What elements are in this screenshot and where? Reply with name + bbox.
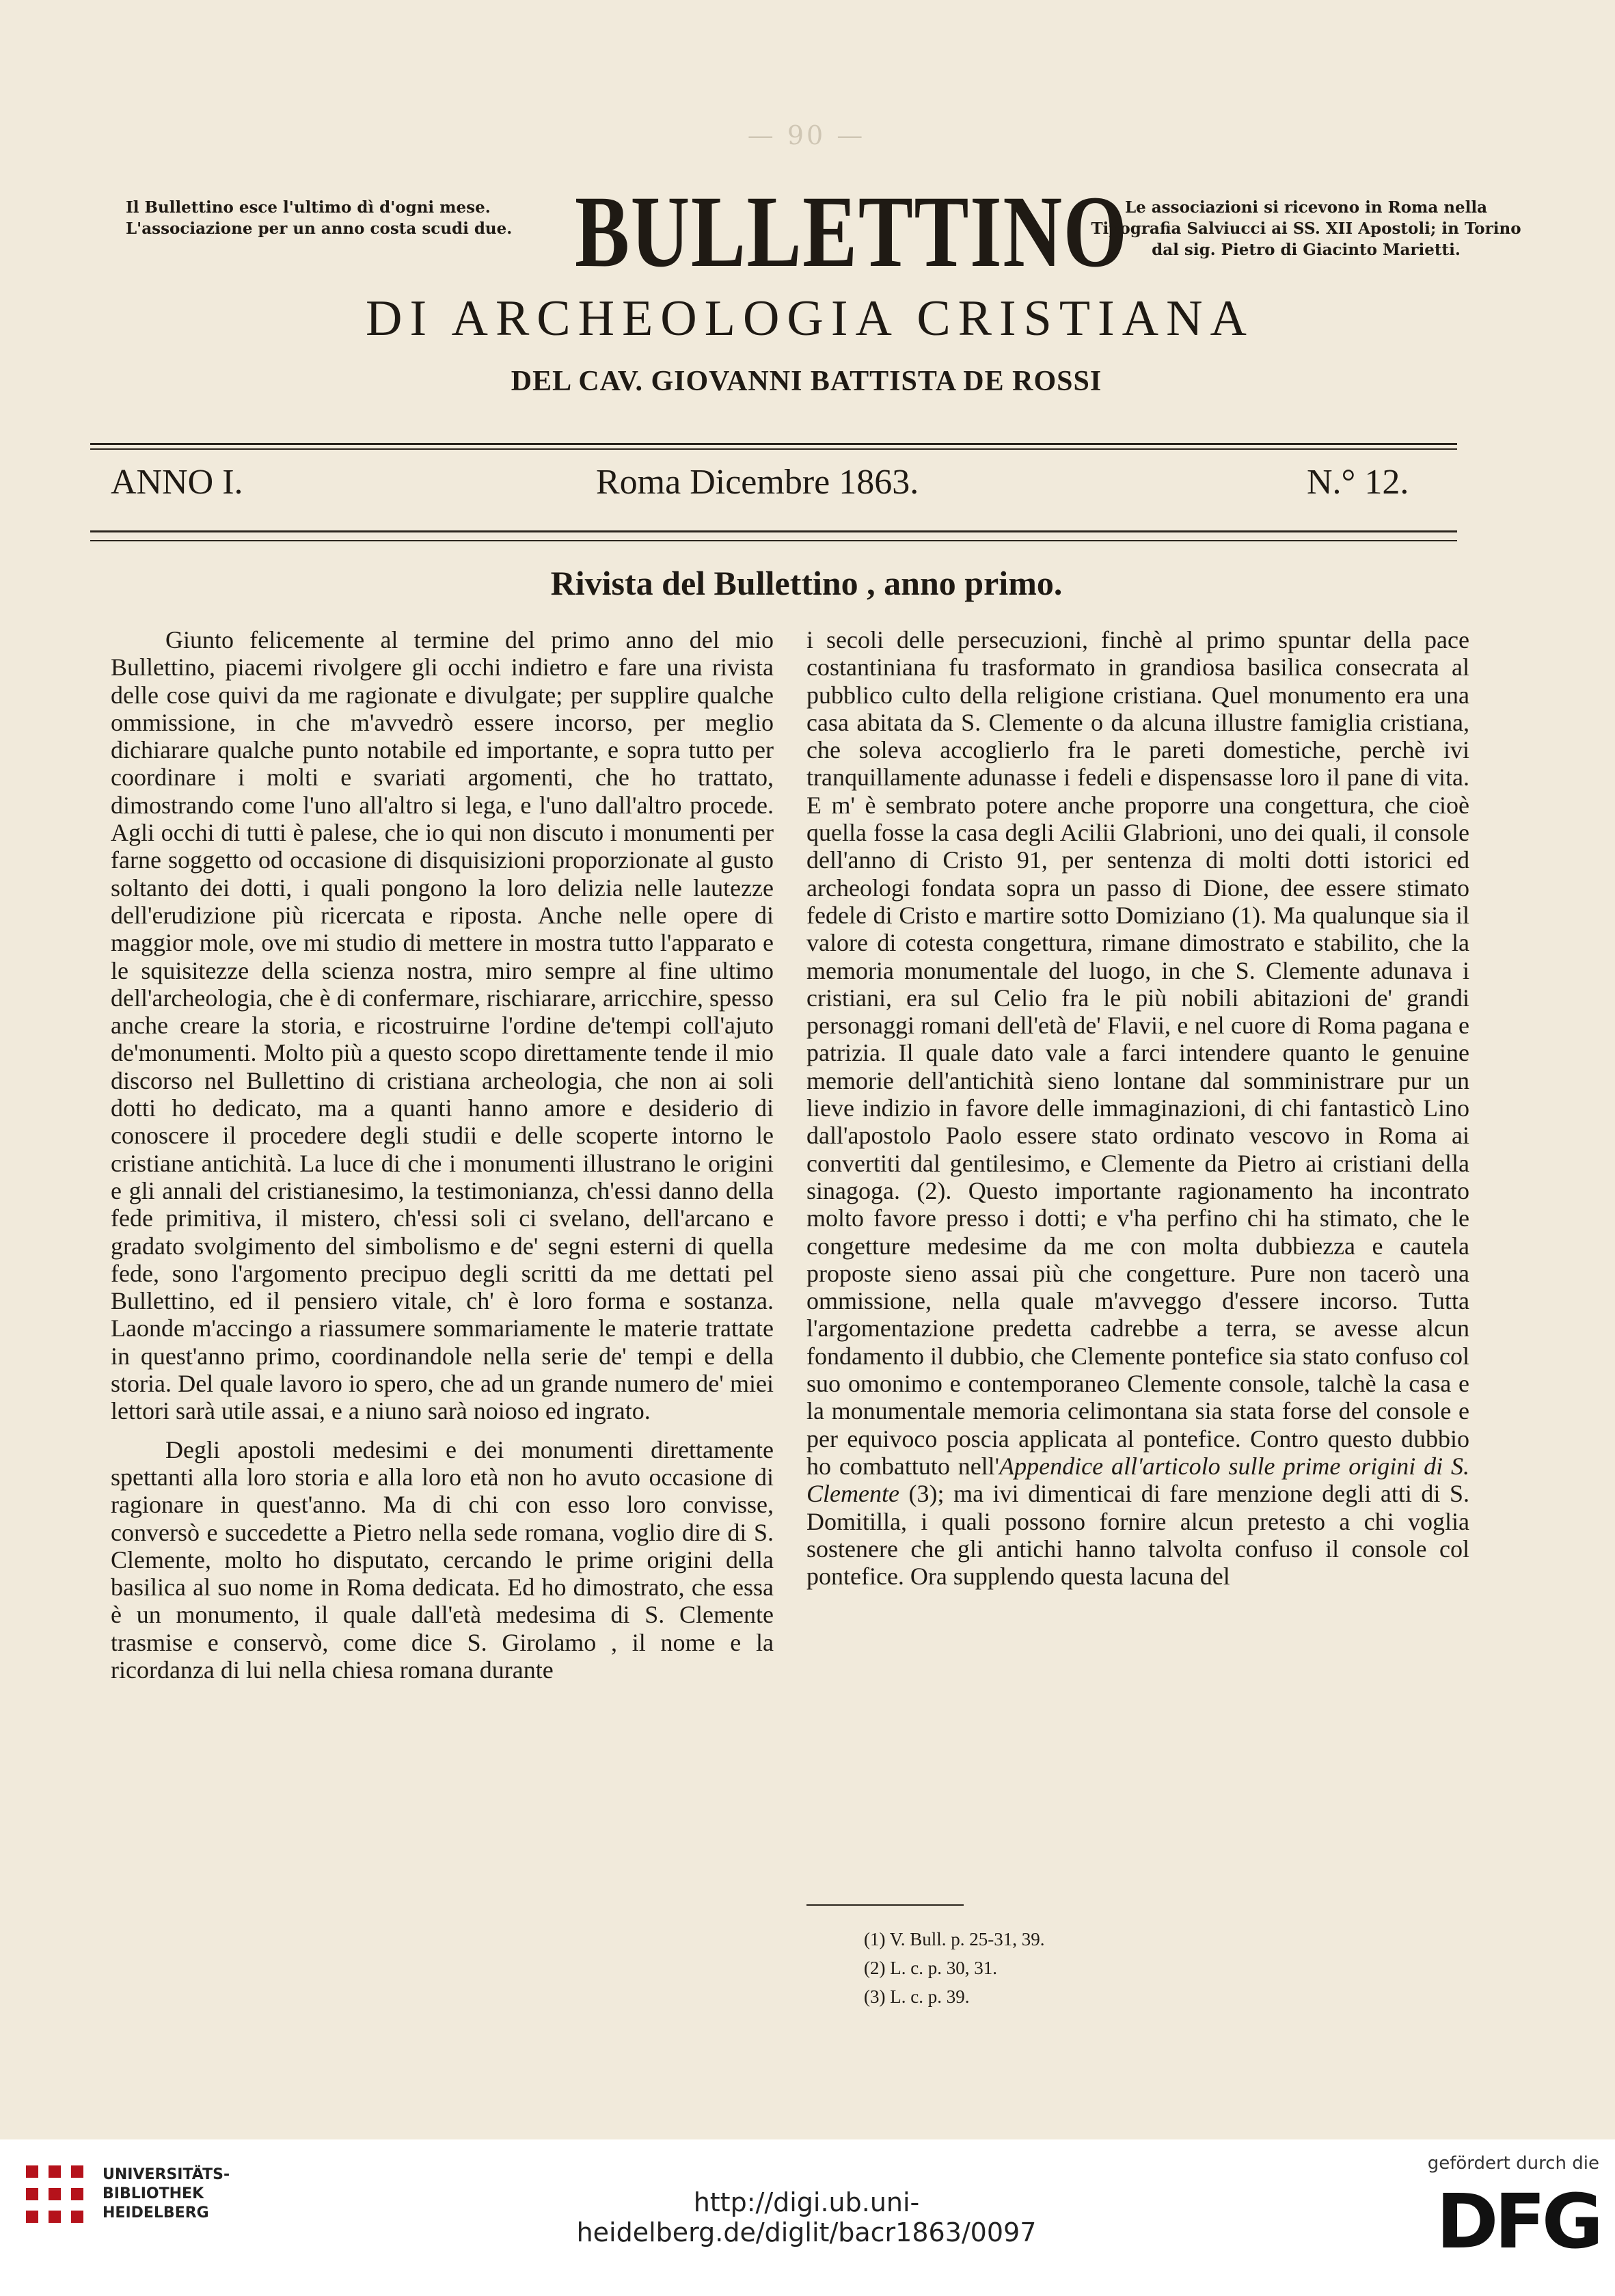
paragraph: Giunto felicemente al termine del primo anno del mio Bullettino, piacemi rivolgere gli occhi indietro e fare una rivista delle cose quivi da me ragionate e divulgate; per supplire qualche ommissione, in che m'avvedrò essere incorso, per meglio dichiarare qualche punto notabile ed importante, e sopra tutto per coordinare i molti e svariati argomenti, che ho trattato, dimostrando come l'uno all'altro si lega, e l'uno dall'altro procede. Agli occhi di tutti è palese, che io qui non discuto i monumenti per farne soggetto od occasione di disquisizioni proporzionate al gusto soltanto dei dotti, i quali pongono la loro delizia nelle lautezze dell'erudizione più ricercata e riposta. Anche nelle opere di maggior mole, ove mi studio di mettere in mostra tutto l'apparato e le squisitezze della scienza nostra, miro sempre al fine ultimo dell'archeologia, che è di confermare, rischiarare, arricchire, spesso anche creare la storia, e ricostruirne l'ordine de'tempi coll'ajuto de'monumenti. Molto più a questo scopo direttamente tende il mio discorso nel Bullettino di cristiana archeologia, che non ai soli dotti ho dedicato, ma a quanti hanno amore e desiderio di conoscere il procedere degli studii e delle scoperte intorno le cristiane antichità. La luce di che i monumenti illustrano le origini e gli annali del cristianesimo, la testimonianza, ch'essi danno della fede primitiva, il mistero, ch'essi soli ci svelano, dell'arcano e gradato svolgimento del simbolismo e de' segni esterni di quella fede, sono l'argomento precipuo degli scritti da me dettati pel Bullettino, ed il pensiero vitale, ch' è loro forma e sostanza. Laonde m'accingo a riassumere sommariamente le materie trattate in quest'anno primo, coordinandole nella serie de' tempi e della storia. Del quale lavoro io spero, che ad un grande numero de' miei lettori sarà utile assai, e a niuno sarà noioso ed ingrato. (111, 626, 774, 1425)
university-library-logo-icon (21, 2160, 89, 2228)
library-name-line: HEIDELBERG (103, 2204, 209, 2221)
subscription-notice-left (126, 197, 513, 239)
header-rule-top (90, 443, 1457, 445)
notice-line: dal sig. Pietro di Giacinto Marietti. (1152, 241, 1461, 259)
header-rule-bottom-thin (90, 540, 1457, 541)
notice-line: Le associazioni si ricevono in Roma nella (1124, 198, 1488, 217)
article-title: Rivista del Bullettino , anno primo. (550, 564, 1063, 602)
header-rule-top-thin (90, 448, 1457, 450)
library-name-line: UNIVERSITÄTS- (103, 2166, 230, 2183)
right-column (806, 626, 1469, 1590)
masthead-title: BULLETTINO (575, 175, 1128, 288)
paragraph (806, 626, 1469, 1590)
paragraph-text: (3); ma ivi dimenticai di fare menzione degli atti di S. Domitilla, i quali possono fornire alcun pretesto a chi voglia sostenere che gli antichi hanno talvolta confuso il console col pontefice. Ora supplendo questa lacuna del (806, 1480, 1469, 1591)
left-column (111, 626, 774, 1684)
paragraph-text: i secoli delle persecuzioni, finchè al primo spuntar della pace costantiniana fu trasformato in grandiosa basilica consecrata al pubblico culto della religione cristiana. Quel monumento era una casa abitata da S. Clemente o da alcuna illustre famiglia cristiana, che soleva accoglierlo fra le pareti domestiche, perchè ivi tranquillamente adunasse i fedeli e dispensasse loro il pane di vita. E m' è sembrato potere anche proporre una congettura, che cioè quella fosse la casa degli Acilii Glabrioni, uno dei quali, il console dell'anno di Cristo 91, per sentenza di molti dotti istorici ed archeologi fondata sopra un passo di Dione, dee essere stimato fedele di Cristo e martire sotto Domiziano (1). Ma qualunque sia il valore di cotesta congettura, rimane dimostrato e stabilito, che la memoria monumentale del luogo, in che S. Clemente adunava i cristiani, era sul Celio fra le più nobili abitazioni de' grandi personaggi romani dell'età de' Flavii, e nel cuore di Roma pagana e patrizia. Il quale dato vale a farci intendere quanto le genuine memorie dell'antichità sieno lontane dal somministrare pur un lieve indizio in favore delle immaginazioni, di chi fantasticò Lino dall'apostolo Paolo essere stato ordinato vescovo in Roma ai convertiti dal gentilesimo, e Clemente da Pietro ai cristiani della sinagoga. (2). Questo importante ragionamento ha incontrato molto favore presso i dotti; e v'ha perfino chi ha stimato, che le congetture medesime da me con molta dubbiezza e cautela proposte sieno assai più che congetture. Pure non tacerò una ommissione, nella quale m'avveggo d'essere incorso. Tutta l'argomentazione predetta cadrebbe a terra, se avesse alcun fondamento il dubbio, che Clemente pontefice sia stato confuso col suo omonimo e contemporaneo Clemente console, talchè la casa e la monumentale memoria celimontana sia stata forse del console e per equivoco poscia applicata al pontefice. Contro questo dubbio ho combattuto nell' (806, 626, 1469, 1480)
issue-number: N.° 12. (1307, 463, 1409, 502)
source-url-link[interactable]: http://digi.ub.uni-heidelberg.de/diglit/bacr1863/0097 (576, 2187, 1037, 2247)
page-number: — 90 — (747, 120, 866, 150)
subscription-notice-right (1091, 197, 1521, 260)
paragraph: Degli apostoli medesimi e dei monumenti direttamente spettanti alla loro storia e alla loro età non ho avuto occasione di ragionare in quest'anno. Ma di chi con esso loro convisse, conversò e succedette a Pietro nella sede romana, voglio dire di S. Clemente, molto ho disputato, cercando le prime origini della basilica al suo nome in Roma dedicata. Ed ho dimostrato, che essa è un monumento, il quale dall'età medesima di S. Clemente trasmise e conservò, come dice S. Girolamo , il nome e la ricordanza di lui nella chiesa romana durante (111, 1435, 774, 1684)
footnote-rule (806, 1904, 964, 1906)
issue-year: ANNO I. (111, 463, 243, 502)
issue-place-date: Roma Dicembre 1863. (596, 463, 919, 502)
header-rule-bottom (90, 530, 1457, 532)
notice-line: Il Bullettino esce l'ultimo dì d'ogni mese. (126, 198, 491, 217)
masthead-author: DEL CAV. GIOVANNI BATTISTA DE ROSSI (511, 366, 1102, 397)
footnotes (864, 1925, 1342, 2011)
library-name-line: BIBLIOTHEK (103, 2185, 204, 2202)
notice-line: L'associazione per un anno costa scudi due. (126, 219, 513, 238)
notice-line: Tipografia Salviucci ai SS. XII Apostoli; in Torino (1091, 219, 1521, 238)
library-name (103, 2165, 230, 2223)
dfg-logo: DFG (1436, 2178, 1599, 2265)
funded-by-label: gefördert durch die (1427, 2153, 1599, 2174)
footnote: (2) L. c. p. 30, 31. (864, 1958, 997, 1978)
footnote: (1) V. Bull. p. 25-31, 39. (864, 1929, 1045, 1949)
cited-title: Appendice all'articolo sulle prime origini di S. Clemente (806, 1452, 1469, 1508)
footnote: (3) L. c. p. 39. (864, 1986, 970, 2007)
masthead-subtitle: DI ARCHEOLOGIA CRISTIANA (366, 291, 1254, 347)
